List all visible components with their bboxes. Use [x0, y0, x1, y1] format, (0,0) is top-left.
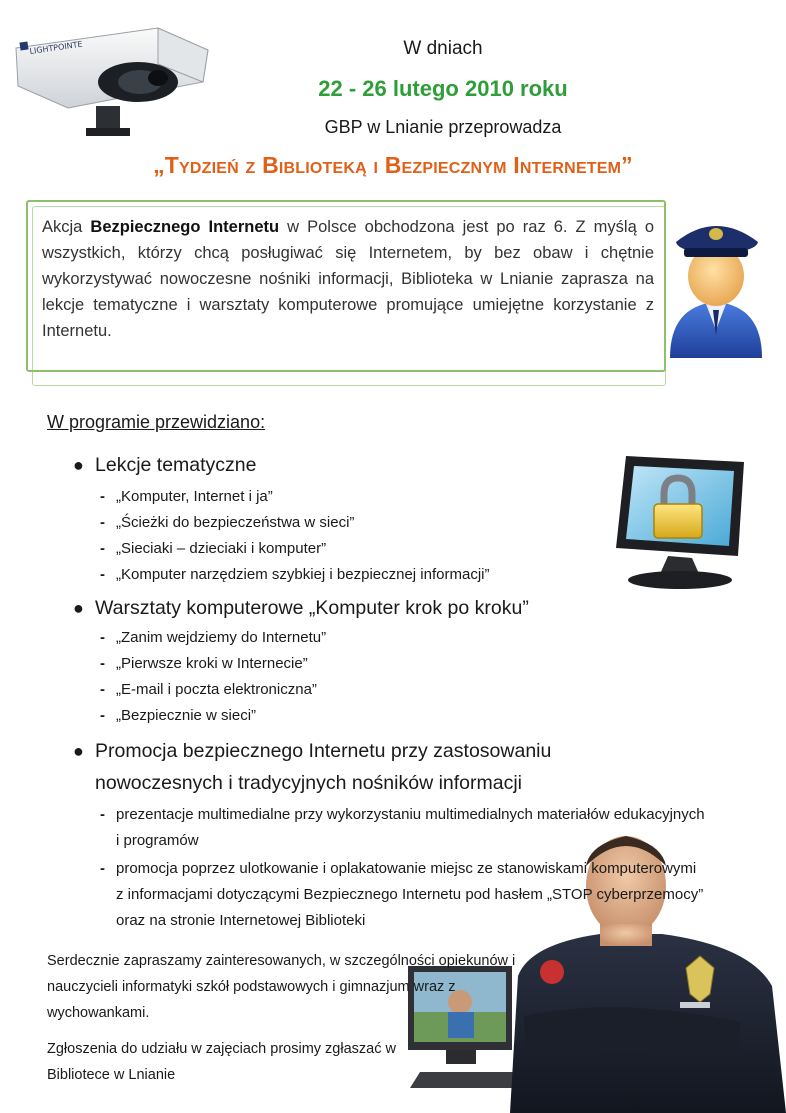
- section-title-line-1: Promocja bezpiecznego Internetu przy zastosowaniu: [95, 740, 552, 762]
- section-title: Warsztaty komputerowe „Komputer krok po kroku”: [95, 597, 529, 619]
- invitation-paragraph: Serdecznie zapraszamy zainteresowanych, w szczególności opiekunów i nauczycieli informatyki szkół podstawowych i gimnazjum wraz z wychowankami.: [47, 953, 516, 1021]
- bullet-icon: ●: [73, 741, 84, 761]
- organizer-line: GBP w Lnianie przeprowadza: [324, 117, 562, 137]
- section-title: Lekcje tematyczne: [95, 454, 257, 476]
- event-dates: 22 - 26 lutego 2010 roku: [318, 76, 568, 101]
- bullet-icon: ●: [73, 455, 84, 475]
- bullet-icon: ●: [73, 598, 84, 618]
- svg-text:LIGHTPOINTE: LIGHTPOINTE: [29, 39, 84, 56]
- header-intro-line: W dniach: [403, 38, 483, 59]
- program-heading: W programie przewidziano:: [47, 412, 266, 432]
- intro-bold-phrase: Bezpiecznego Internetu: [90, 218, 280, 236]
- section-title-line-2: nowoczesnych i tradycyjnych nośników informacji: [95, 772, 523, 794]
- intro-paragraph: Akcja Bezpiecznego Internetu w Polsce obchodzona jest po raz 6. Z myślą o wszystkich, którzy chcą posługiwać się Internetem, by bez obaw i chętnie wykorzystywać nowoczesne nośniki informacji, Biblioteka w Lnianie zaprasza na lekcje tematyczne i warsztaty komputerowe promujące umiejętne korzystanie z Internetu.: [42, 218, 655, 340]
- registration-paragraph: Zgłoszenia do udziału w zajęciach prosimy zgłaszać w Bibliotece w Lnianie: [47, 1041, 396, 1083]
- police-officer-icon: [662, 210, 770, 360]
- event-title: „Tydzień z Biblioteką i Bezpiecznym Internetem”: [153, 152, 633, 178]
- monitor-lock-icon: [608, 452, 750, 598]
